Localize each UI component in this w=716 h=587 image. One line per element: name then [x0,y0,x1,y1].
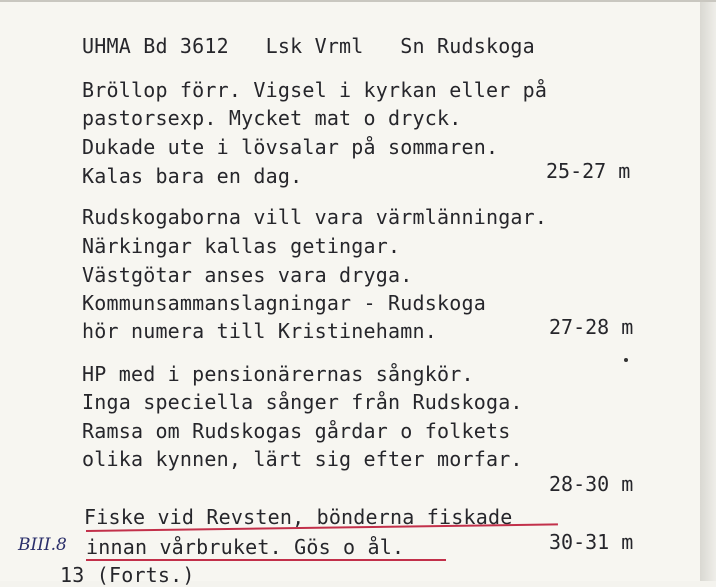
red-underline [86,559,446,561]
page-reference: 27-28 m [549,315,634,339]
card-header: UHMA Bd 3612 Lsk Vrml Sn Rudskoga [82,34,535,58]
margin-annotation: BIII.8 [18,535,67,555]
text-line: Inga speciella sånger från Rudskoga. [82,390,523,414]
text-line: HP med i pensionärernas sångkör. [82,362,474,386]
card-edge [700,2,716,581]
text-line: Västgötar anses vara dryga. [82,263,413,287]
text-line: Kalas bara en dag. [82,164,303,188]
text-line: pastorsexp. Mycket mat o dryck. [82,106,462,130]
text-line: Dukade ute i lövsalar på sommaren. [82,135,499,159]
continuation-note: 13 (Forts.) [60,563,195,587]
ink-dot [624,358,628,362]
page-reference: 28-30 m [549,472,634,496]
text-line: Rudskogaborna vill vara värmlänningar. [82,205,548,229]
text-line: Ramsa om Rudskogas gårdar o folkets [82,419,511,443]
text-line: Kommunsammanslagningar - Rudskoga [82,291,486,315]
page-reference: 30-31 m [549,530,634,554]
text-line: hör numera till Kristinehamn. [82,319,437,343]
text-line: Närkingar kallas getingar. [82,234,401,258]
page-reference: 25-27 m [546,159,631,183]
text-line: innan vårbruket. Gös o ål. [86,535,405,559]
text-line: Fiske vid Revsten, bönderna fiskade [84,505,513,529]
text-line: olika kynnen, lärt sig efter morfar. [82,447,523,471]
text-line: Bröllop förr. Vigsel i kyrkan eller på [82,78,548,102]
